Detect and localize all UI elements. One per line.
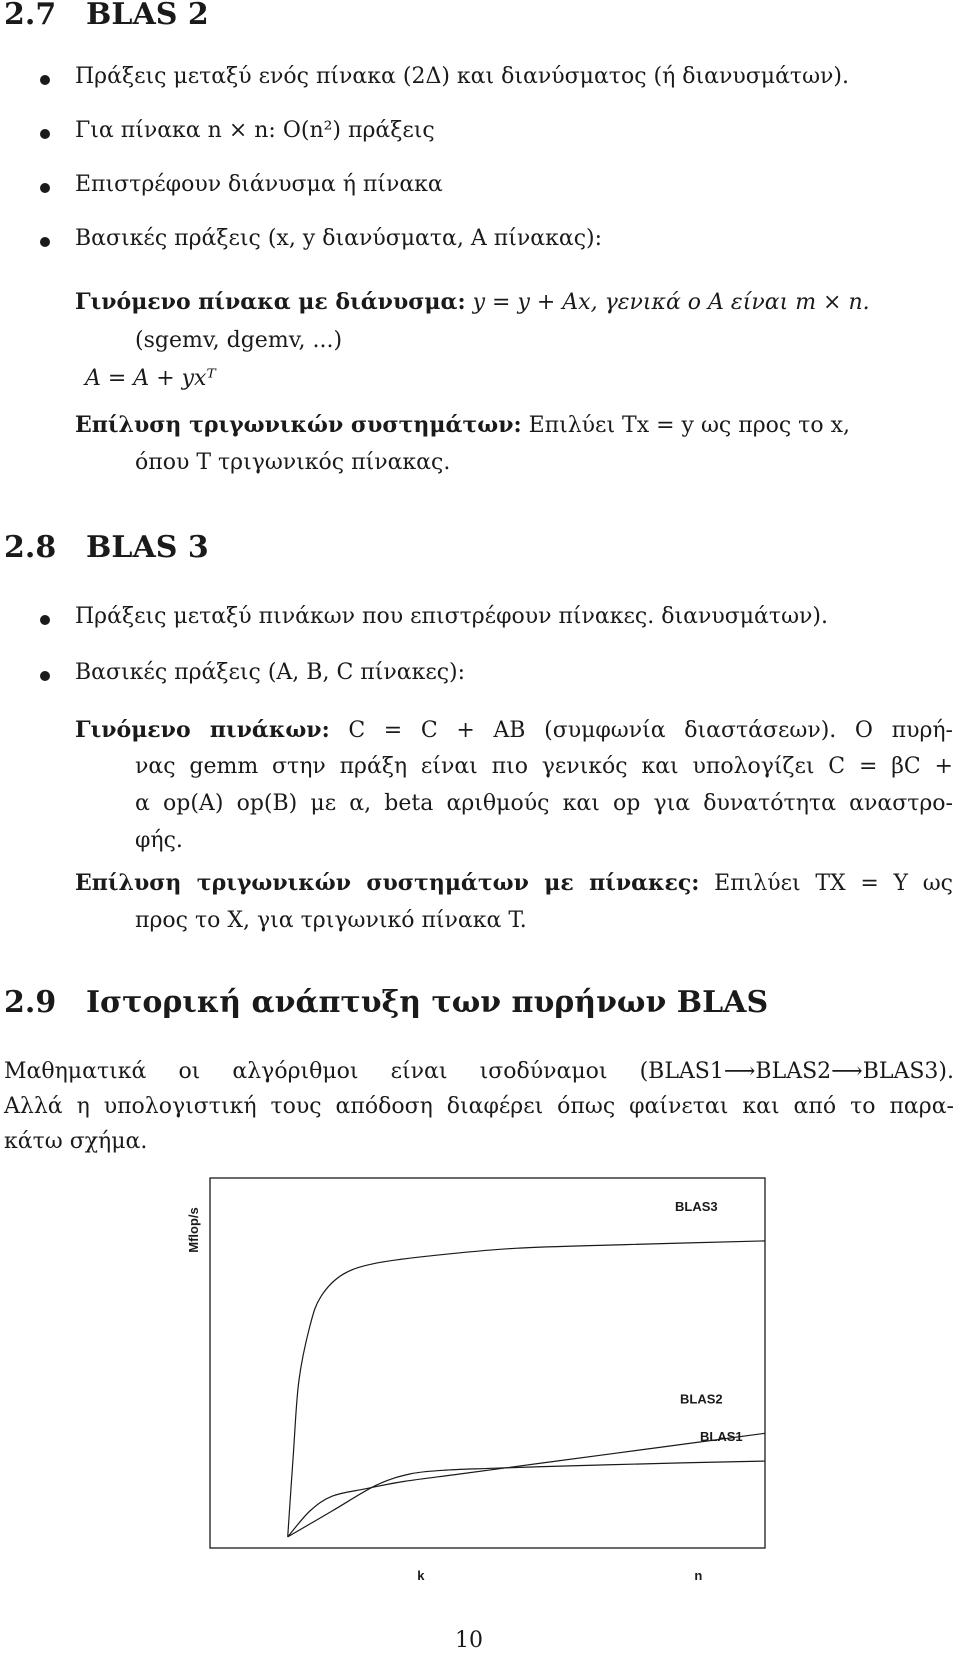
chart-frame — [210, 1178, 765, 1548]
matvec-definition — [75, 289, 870, 316]
paragraph-line: κάτω σχήμα. — [4, 1129, 148, 1154]
matmat-text-line: α op(A) op(B) με α, beta αριθμούς και op για δυνατότητα αναστρο- — [135, 791, 953, 816]
x-tick-label-n: n — [694, 1568, 703, 1583]
trisolve-text-cont: όπου T τριγωνικός πίνακας. — [135, 450, 451, 475]
bullet-icon — [40, 129, 50, 139]
matvec-text: y = y + Ax, γενικά ο A είναι m × n. — [472, 290, 870, 315]
bullet-icon — [40, 237, 50, 247]
section-number: 2.7 — [4, 0, 57, 32]
matmat-definition — [75, 717, 953, 744]
section-2-9-title — [4, 985, 769, 1020]
series-line-blas2 — [288, 1433, 765, 1537]
series-line-blas3 — [288, 1241, 765, 1537]
history-paragraph — [4, 1054, 954, 1159]
matvec-label: Γινόμενο πίνακα με διάνυσμα: — [75, 289, 466, 315]
section-2-7-title — [4, 0, 209, 30]
label-layer — [675, 1199, 743, 1444]
bullet-icon — [40, 615, 50, 625]
trsm-label: Επίλυση τριγωνικών συστημάτων με πίνακες: — [75, 870, 700, 896]
section-title-text: BLAS 3 — [86, 530, 209, 565]
trsm-definition — [75, 870, 953, 897]
section-title-text: BLAS 2 — [86, 0, 209, 32]
section-number: 2.8 — [4, 530, 57, 565]
bullet-icon — [40, 671, 50, 681]
trsm-text-cont: προς το X, για τριγωνικό πίνακα T. — [135, 908, 527, 933]
trsm-text: Επιλύει TX = Y ως — [714, 871, 953, 896]
bullet-icon — [40, 183, 50, 193]
y-axis-label: Mflop/s — [186, 1207, 201, 1253]
series-line-blas1 — [288, 1461, 765, 1537]
section-title-text: Ιστορική ανάπτυξη των πυρήνων BLAS — [86, 985, 769, 1020]
rank1-update: A = A + yxᵀ — [85, 366, 216, 391]
series-layer — [288, 1241, 765, 1537]
matmat-text-line: φής. — [135, 828, 183, 853]
trisolve-definition — [75, 412, 850, 439]
blas-performance-chart — [170, 1170, 780, 1590]
paragraph-line: Αλλά η υπολογιστική τους απόδοση διαφέρει όπως φαίνεται και από το παρα- — [4, 1094, 954, 1119]
tick-layer — [417, 1568, 702, 1583]
section-2-8-title — [4, 530, 209, 565]
matmat-label: Γινόμενο πινάκων: — [75, 717, 330, 743]
matmat-text: C = C + AB (συμφωνία διαστάσεων). Ο πυρή- — [348, 718, 953, 743]
series-label-blas2: BLAS2 — [680, 1391, 723, 1407]
series-label-blas1: BLAS1 — [700, 1429, 743, 1445]
series-label-blas3: BLAS3 — [675, 1198, 718, 1214]
paragraph-line: Μαθηματικά οι αλγόριθμοι είναι ισοδύναμοι (BLAS1⟶BLAS2⟶BLAS3). — [4, 1059, 954, 1084]
matvec-functions: (sgemv, dgemv, ...) — [135, 328, 343, 353]
x-tick-label-k: k — [417, 1568, 425, 1583]
section-number: 2.9 — [4, 985, 57, 1020]
trisolve-text: Επιλύει Tx = y ως προς το x, — [528, 413, 850, 438]
trisolve-label: Επίλυση τριγωνικών συστημάτων: — [75, 412, 522, 438]
matmat-text-line: νας gemm στην πράξη είναι πιο γενικός και υπολογίζει C = βC + — [135, 754, 953, 779]
bullet-icon — [40, 75, 50, 85]
page-number: 10 — [455, 1628, 483, 1653]
